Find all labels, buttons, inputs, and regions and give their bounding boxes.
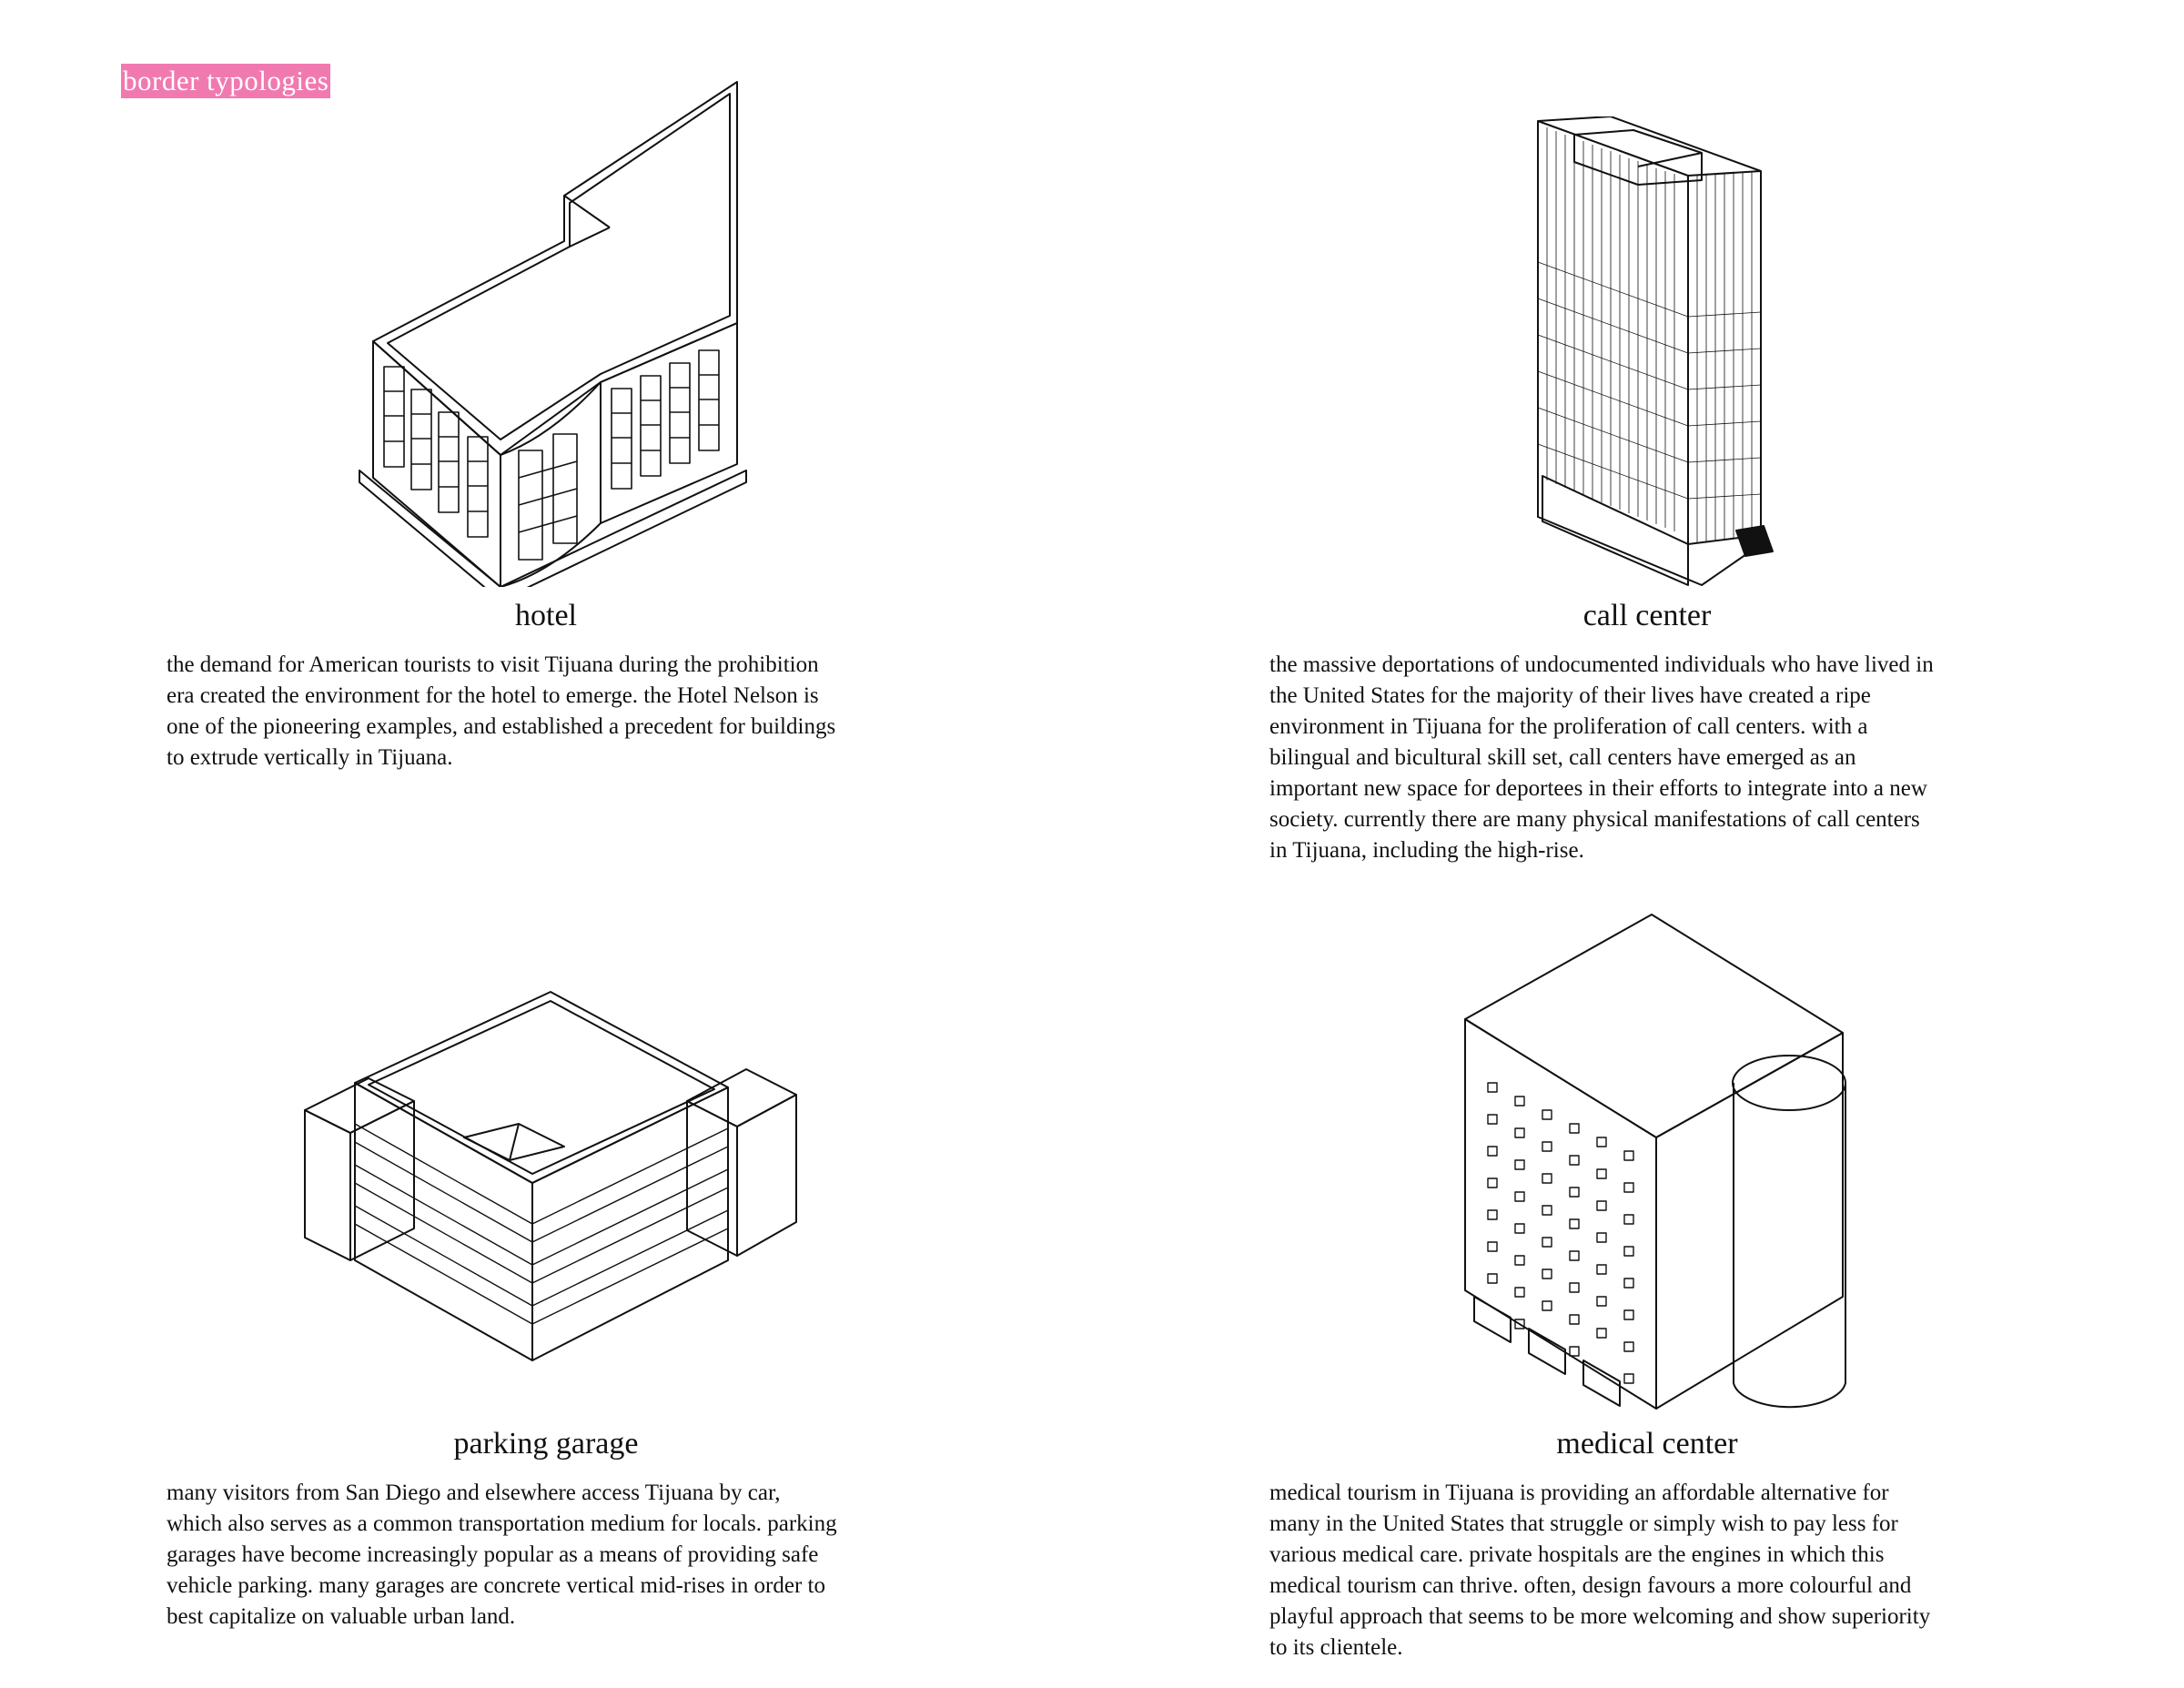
page-tag: border typologies (123, 65, 329, 96)
text-line: garages have become increasingly popular as a means of providing safe (167, 1542, 819, 1567)
text-line: vehicle parking. many garages are concrete vertical mid-rises in order to (167, 1573, 825, 1598)
text-line: important new space for deportees in their efforts to integrate into a new (1269, 776, 1927, 801)
text-line: the massive deportations of undocumented individuals who have lived in (1269, 652, 1934, 677)
text-line: various medical care. private hospitals are the engines in which this (1269, 1542, 1885, 1567)
text-line: best capitalize on valuable urban land. (167, 1604, 516, 1629)
call-center-title: call center (1582, 599, 1712, 632)
hotel-drawing (355, 77, 755, 587)
parking-garage-drawing (300, 987, 810, 1370)
text-line: to its clientele. (1269, 1635, 1403, 1660)
call-center-description (1269, 650, 2070, 866)
parking-garage-description (167, 1478, 967, 1632)
hotel-title: hotel (515, 599, 577, 632)
medical-center-drawing (1456, 910, 1856, 1420)
text-line: the United States for the majority of their lives have created a ripe (1269, 683, 1871, 708)
text-line: playful approach that seems to be more welcoming and show superiority (1269, 1604, 1931, 1629)
text-line: many in the United States that struggle or simply wish to pay less for (1269, 1511, 1898, 1536)
text-line: medical tourism can thrive. often, design favours a more colourful and (1269, 1573, 1912, 1598)
text-line: era created the environment for the hotel to emerge. the Hotel Nelson is (167, 683, 819, 708)
parking-garage-title: parking garage (453, 1427, 639, 1461)
text-line: which also serves as a common transportation medium for locals. parking (167, 1511, 837, 1536)
medical-center-title: medical center (1556, 1427, 1738, 1461)
text-line: one of the pioneering examples, and established a precedent for buildings (167, 714, 836, 739)
call-center-drawing (1529, 116, 1784, 590)
text-line: medical tourism in Tijuana is providing an affordable alternative for (1269, 1481, 1889, 1505)
text-line: the demand for American tourists to visit Tijuana during the prohibition (167, 652, 819, 677)
text-line: in Tijuana, including the high-rise. (1269, 838, 1584, 863)
text-line: society. currently there are many physical manifestations of call centers (1269, 807, 1920, 832)
medical-center-description (1269, 1478, 2070, 1663)
text-line: bilingual and bicultural skill set, call centers have emerged as an (1269, 745, 1856, 770)
text-line: to extrude vertically in Tijuana. (167, 745, 453, 770)
text-line: many visitors from San Diego and elsewhere access Tijuana by car, (167, 1481, 781, 1505)
hotel-description (167, 650, 967, 773)
text-line: environment in Tijuana for the proliferation of call centers. with a (1269, 714, 1868, 739)
